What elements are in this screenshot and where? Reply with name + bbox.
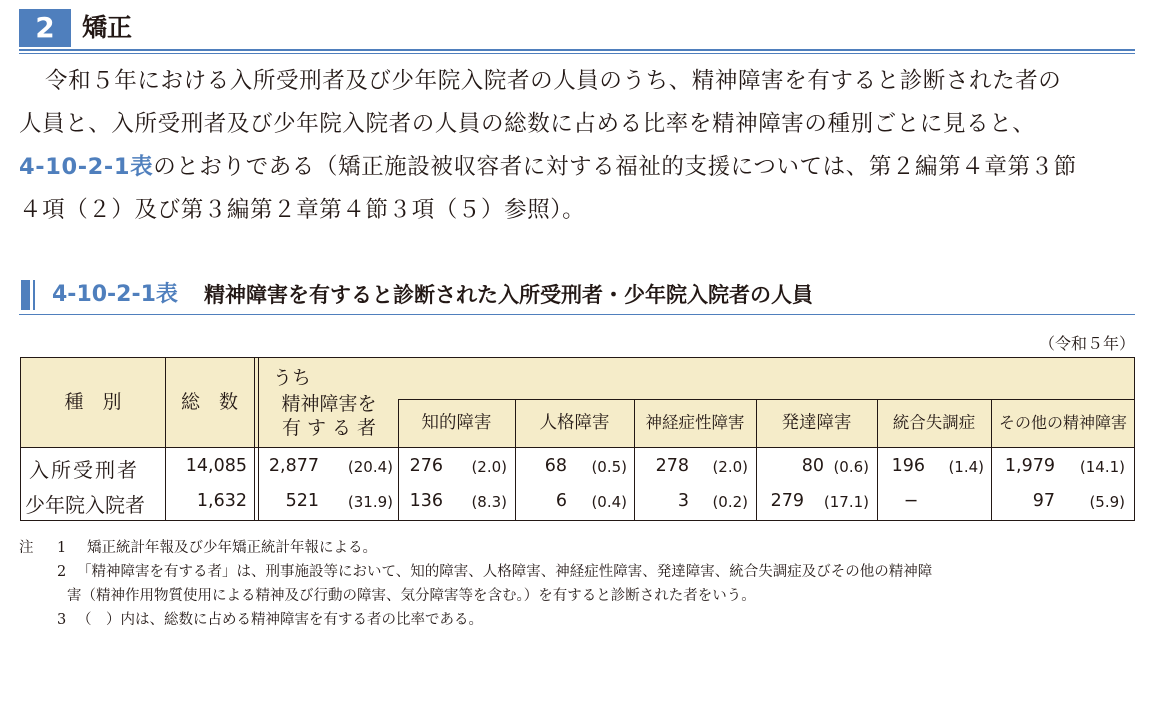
cell-value: 97 xyxy=(1032,491,1055,511)
cell-value: 278 xyxy=(655,456,689,476)
table-title-text: 精神障害を有すると診断された入所受刑者・少年院入院者の人員 xyxy=(204,283,813,307)
cell-mental: 521 xyxy=(285,491,319,511)
header-category: 神経症性障害 xyxy=(645,413,745,432)
header-category: その他の精神障害 xyxy=(998,413,1127,432)
cell-pct: (14.1) xyxy=(1079,458,1125,476)
header-category: 統合失調症 xyxy=(892,413,976,432)
section-number: 2 xyxy=(19,9,71,47)
note-number: 1 xyxy=(57,540,67,556)
cell-mental: 2,877 xyxy=(268,456,319,476)
row-label: 少年院入院者 xyxy=(25,493,145,517)
cell-value: 6 xyxy=(555,491,567,511)
cell-value: − xyxy=(903,491,919,511)
title-marker xyxy=(21,280,30,310)
cell-pct: (0.4) xyxy=(591,493,627,511)
cell-value: 1,979 xyxy=(1004,456,1055,476)
header-category: 知的障害 xyxy=(421,413,492,433)
note-number: 3 xyxy=(57,612,67,628)
header-total: 総 数 xyxy=(180,391,238,413)
body-paragraph xyxy=(19,60,1135,232)
header-mental-line2: 有 す る 者 xyxy=(281,417,377,439)
cell-value: 196 xyxy=(891,456,925,476)
cell-value: 136 xyxy=(409,491,443,511)
section-title: 矯正 xyxy=(82,13,133,42)
cell-pct: (0.6) xyxy=(833,458,869,476)
title-rule xyxy=(19,314,1135,315)
cell-total: 14,085 xyxy=(185,456,247,476)
year-note: （令和５年） xyxy=(1038,334,1135,353)
table-notes xyxy=(19,536,1139,632)
cell-pct: (1.4) xyxy=(948,458,984,476)
cell-value: 276 xyxy=(409,456,443,476)
cell-pct: (5.9) xyxy=(1089,493,1125,511)
cell-value: 3 xyxy=(677,491,689,511)
note-text: 矯正統計年報及び少年矯正統計年報による。 xyxy=(87,540,377,556)
section-rule-thin xyxy=(19,53,1135,54)
cell-value: 68 xyxy=(544,456,567,476)
header-uchi: うち xyxy=(273,367,312,389)
table-id: 4-10-2-1表 xyxy=(52,282,178,307)
header-mental-line1: 精神障害を xyxy=(281,393,377,415)
cell-pct: (2.0) xyxy=(471,458,507,476)
data-table xyxy=(20,357,1135,521)
paragraph-text: のとおりである（矯正施設被収容者に対する福祉的支援については、第２編第４章第３節 xyxy=(153,154,1077,180)
section-header xyxy=(19,8,1135,50)
cell-pct: (17.1) xyxy=(823,493,869,511)
cell-pct: (8.3) xyxy=(471,493,507,511)
cell-pct: (2.0) xyxy=(712,458,748,476)
cell-mental-pct: (31.9) xyxy=(347,493,393,511)
note-text: 害（精神作用物質使用による精神及び行動の障害、気分障害等を含む。）を有すると診断された者をいう。 xyxy=(67,588,756,604)
table-reference-link[interactable]: 4-10-2-1表 xyxy=(19,154,154,180)
header-category: 人格障害 xyxy=(539,413,610,433)
row-label: 入所受刑者 xyxy=(29,458,139,482)
paragraph-line: ４項（２）及び第３編第２章第４節３項（５）参照）。 xyxy=(19,197,586,223)
cell-total: 1,632 xyxy=(196,491,247,511)
note-number: 2 xyxy=(57,564,67,580)
paragraph-line: 令和５年における入所受刑者及び少年院入院者の人員のうち、精神障害を有すると診断された者の xyxy=(45,68,1062,94)
paragraph-line xyxy=(19,146,1135,189)
cell-value: 80 xyxy=(801,456,824,476)
section-rule xyxy=(19,49,1135,51)
note-text: 「精神障害を有する者」は、刑事施設等において、知的障害、人格障害、神経症性障害、発達障害、統合失調症及びその他の精神障 xyxy=(77,564,933,580)
paragraph-line: 人員と、入所受刑者及び少年院入院者の人員の総数に占める比率を精神障害の種別ごとに見ると、 xyxy=(19,111,1036,137)
table-title xyxy=(19,276,1135,316)
cell-value: 279 xyxy=(770,491,804,511)
cell-mental-pct: (20.4) xyxy=(347,458,393,476)
header-kind: 種 別 xyxy=(64,391,122,413)
title-marker-thin xyxy=(33,280,35,310)
note-text: （ ）内は、総数に占める精神障害を有する者の比率である。 xyxy=(77,612,483,628)
cell-pct: (0.5) xyxy=(591,458,627,476)
header-category: 発達障害 xyxy=(781,413,852,433)
notes-label: 注 xyxy=(19,540,34,556)
cell-pct: (0.2) xyxy=(712,493,748,511)
